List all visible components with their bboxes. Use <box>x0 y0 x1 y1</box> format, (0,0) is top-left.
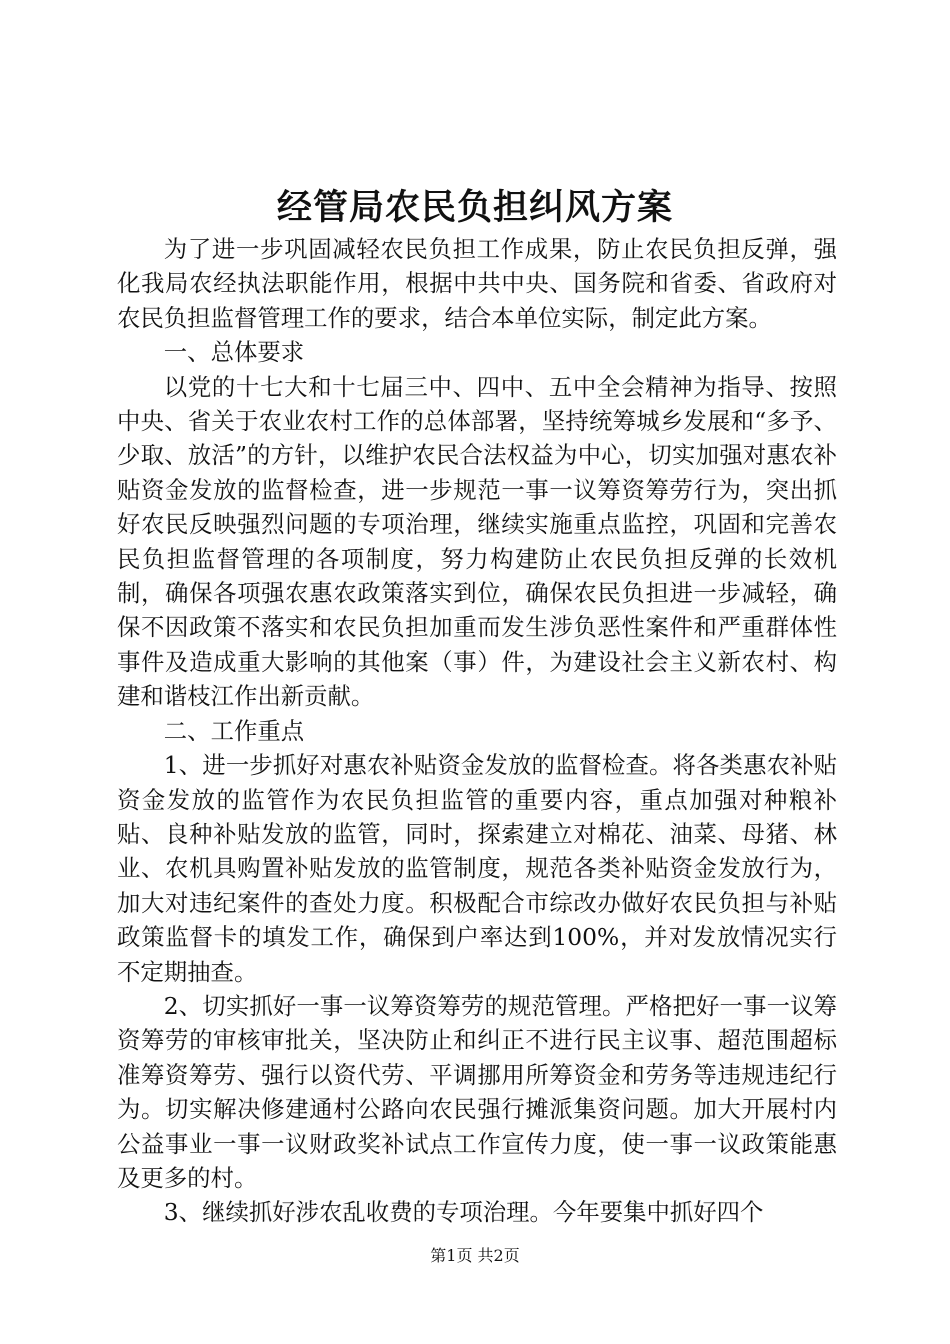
section-heading-general-requirements: 一、总体要求 <box>163 338 305 367</box>
intro-paragraph: 为了进一步巩固减轻农民负担工作成果，防止农民负担反弹，强化我局农经执法职能作用，根据中共中央、国务院和省委、省政府对农民负担监督管理工作的要求，结合本单位实际，制定此方案。 <box>117 235 837 332</box>
section-heading-work-focus: 二、工作重点 <box>163 716 305 745</box>
work-focus-item-1: 1、进一步抓好对惠农补贴资金发放的监督检查。将各类惠农补贴资金发放的监管作为农民负担监管的重要内容，重点加强对种粮补贴、良种补贴发放的监管，同时，探索建立对棉花、油菜、母猪、林业、农机具购置补贴发放的监管制度，规范各类补贴资金发放行为，加大对违纪案件的查处力度。积极配合市综改办做好农民负担与补贴政策监督卡的填发工作，确保到户率达到100%，并对发放情况实行不定期抽查。 <box>117 751 837 986</box>
work-focus-item-3: 3、继续抓好涉农乱收费的专项治理。今年要集中抓好四个 <box>163 1198 764 1227</box>
page-number-footer: 第1页 共2页 <box>430 1246 520 1265</box>
general-requirements-paragraph: 以党的十七大和十七届三中、四中、五中全会精神为指导、按照中央、省关于农业农村工作的总体部署，坚持统筹城乡发展和“多予、少取、放活”的方针，以维护农民合法权益为中心，切实加强对惠农补贴资金发放的监督检查，进一步规范一事一议筹资筹劳行为，突出抓好农民反映强烈问题的专项治理，继续实施重点监控，巩固和完善农民负担监督管理的各项制度，努力构建防止农民负担反弹的长效机制，确保各项强农惠农政策落实到位，确保农民负担进一步减轻，确保不因政策不落实和农民负担加重而发生涉负恶性案件和严重群体性事件及造成重大影响的其他案（事）件，为建设社会主义新农村、构建和谐枝江作出新贡献。 <box>117 372 837 711</box>
document-title: 经管局农民负担纠风方案 <box>276 187 673 228</box>
work-focus-item-2: 2、切实抓好一事一议筹资筹劳的规范管理。严格把好一事一议筹资筹劳的审核审批关，坚决防止和纠正不进行民主议事、超范围超标准筹资筹劳、强行以资代劳、平调挪用所筹资金和劳务等违规违纪行为。切实解决修建通村公路向农民强行摊派集资问题。加大开展村内公益事业一事一议财政奖补试点工作宣传力度，使一事一议政策能惠及更多的村。 <box>117 991 837 1192</box>
document-body <box>117 232 837 1230</box>
